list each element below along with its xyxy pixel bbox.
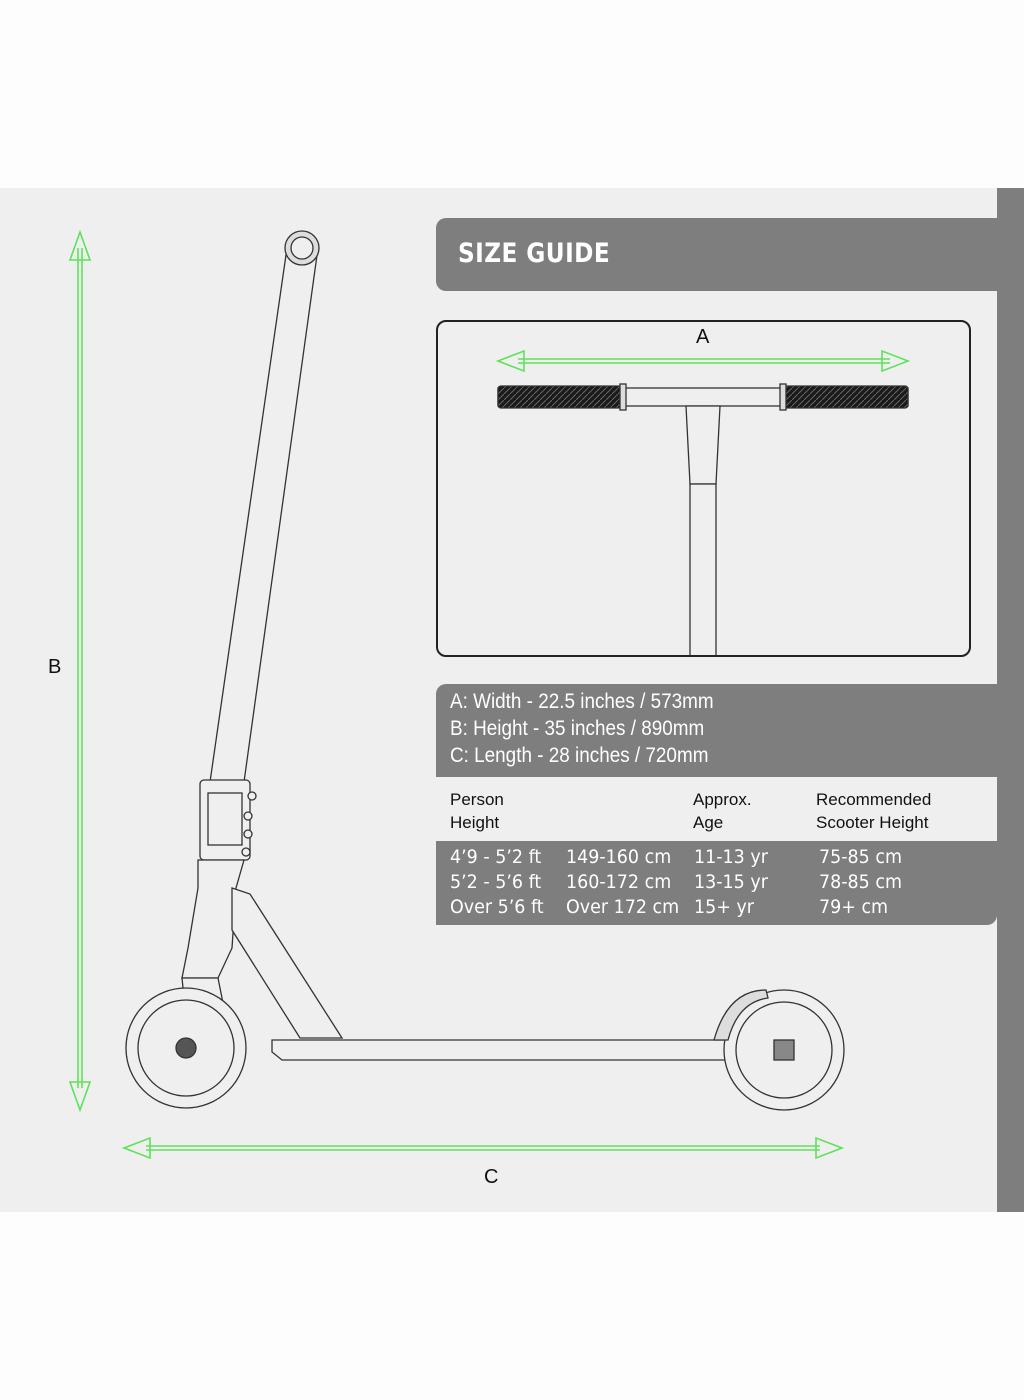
size-guide-panel [0,188,1024,1212]
cell-height-cm: Over 172 cm [566,896,680,918]
arrow-b-icon [70,232,90,1110]
dimensions-box [436,684,997,777]
cell-scooter-height: 75-85 cm [819,846,903,868]
cell-height-cm: 149-160 cm [566,846,672,868]
handlebar-illustration [438,322,969,655]
header-person-height: Person Height [450,790,504,832]
page-title: SIZE GUIDE [458,238,611,269]
cell-age: 11-13 yr [694,846,768,868]
cell-height-ft: 4’9 - 5’2 ft [450,846,542,868]
cell-scooter-height: 78-85 cm [819,871,903,893]
handlebar-box [436,320,971,657]
arrow-a-icon [498,351,908,371]
label-b: B [48,656,62,678]
dimension-length: C: Length - 28 inches / 720mm [450,744,709,767]
title-box [436,218,997,291]
label-c: C [484,1166,499,1188]
cell-height-ft: 5’2 - 5’6 ft [450,871,542,893]
header-approx-age: Approx. Age [693,790,752,832]
table-header [436,777,997,841]
table-body [436,841,997,925]
dimension-width: A: Width - 22.5 inches / 573mm [450,690,714,713]
cell-scooter-height: 79+ cm [819,896,889,918]
label-a: A [696,326,710,348]
cell-height-cm: 160-172 cm [566,871,672,893]
cell-age: 13-15 yr [694,871,768,893]
dimension-height: B: Height - 35 inches / 890mm [450,717,705,740]
header-scooter-height: Recommended Scooter Height [816,790,932,832]
cell-height-ft: Over 5’6 ft [450,896,544,918]
cell-age: 15+ yr [694,896,754,918]
arrow-c-icon [124,1138,842,1158]
